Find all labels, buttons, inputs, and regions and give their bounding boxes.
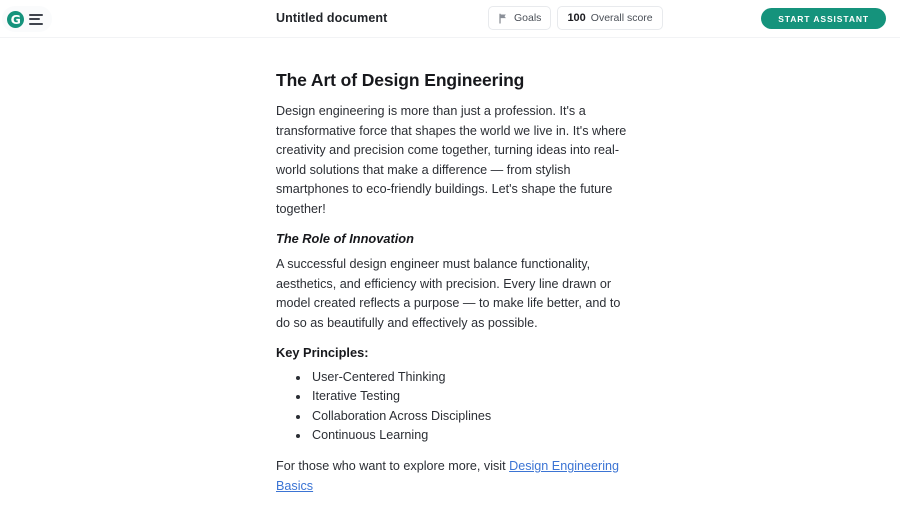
brand-pill (2, 6, 52, 32)
overall-score-button[interactable] (557, 6, 662, 30)
subheading-role-of-innovation: The Role of Innovation (276, 231, 414, 246)
app-header (0, 0, 900, 38)
design-engineering-basics-link[interactable]: Design Engineering Basics (276, 459, 620, 493)
score-value: 100 (567, 12, 586, 24)
grammarly-logo-icon[interactable]: G (7, 11, 24, 28)
start-assistant-button[interactable]: START ASSISTANT (761, 8, 886, 29)
list-item[interactable]: • User-Centered Thinking (310, 368, 636, 387)
goal-flag-icon (498, 13, 509, 24)
key-principles-list (276, 368, 636, 445)
list-item[interactable]: • Iterative Testing (310, 387, 636, 406)
goals-label: Goals (514, 12, 542, 24)
document-heading: The Art of Design Engineering (276, 70, 525, 90)
heading-key-principles: Key Principles: (276, 345, 369, 360)
document-title[interactable]: Untitled document (276, 11, 388, 25)
list-item[interactable]: • Collaboration Across Disciplines (310, 407, 636, 426)
goals-button[interactable] (488, 6, 551, 30)
closing-text: For those who want to explore more, visit (276, 459, 510, 474)
score-label: Overall score (590, 12, 653, 24)
list-item[interactable]: • Continuous Learning (310, 426, 636, 445)
list-menu-icon[interactable] (29, 12, 45, 26)
document-canvas[interactable] (0, 38, 900, 493)
paragraph-innovation[interactable]: A successful design engineer must balance functionality, aesthetics, and efficiency with precision. Every line drawn or model created reflects a purpose — to make life better, and to do so as beautifully and effectively as possible. (276, 257, 621, 330)
paragraph-intro[interactable]: Design engineering is more than just a profession. It's a transformative force that shapes the world we live in. It's where creativity and precision come together, turning ideas into real-world solutions that make a difference — from stylish smartphones to eco-friendly buildings. Let's shape the future together! (276, 104, 627, 216)
paragraph-closing[interactable] (276, 457, 636, 496)
document-page[interactable] (276, 70, 636, 508)
